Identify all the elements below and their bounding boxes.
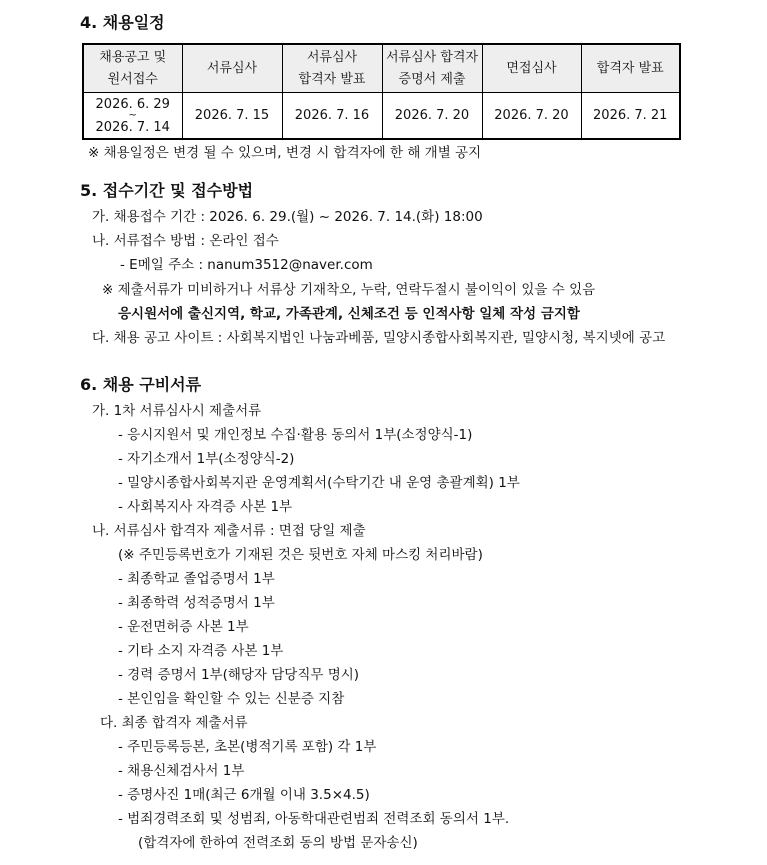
warning-note: ※ 제출서류가 미비하거나 서류상 기재착오, 누락, 연락두절시 불이익이 있을 수 있음 <box>102 282 596 298</box>
schedule-value-cell: 2026. 7. 20 <box>482 93 581 140</box>
schedule-header-cell: 합격자 발표 <box>581 44 680 93</box>
prohibition-note <box>118 308 580 322</box>
list-item: - 채용신체검사서 1부 <box>118 763 245 779</box>
list-item: - 최종학력 성적증명서 1부 <box>118 595 275 611</box>
list-item: - 자기소개서 1부(소정양식-2) <box>118 451 295 467</box>
schedule-value-cell: 2026. 7. 21 <box>581 93 680 140</box>
prohibition-prefix: 응시원서에 <box>118 306 188 322</box>
list-item: - 운전면허증 사본 1부 <box>118 619 249 635</box>
part-c-note: (합격자에 한하여 전력조회 동의 방법 문자송신) <box>138 835 418 851</box>
list-item: - 최종학교 졸업증명서 1부 <box>118 571 275 587</box>
schedule-header-row <box>83 44 680 93</box>
schedule-value-cell: 2026. 7. 20 <box>382 93 482 140</box>
list-item: - 증명사진 1매(최근 6개월 이내 3.5×4.5) <box>118 787 370 803</box>
list-item: - 기타 소지 자격증 사본 1부 <box>118 643 284 659</box>
schedule-header-cell: 서류심사 합격자 증명서 제출 <box>382 44 482 93</box>
list-item: - 경력 증명서 1부(해당자 담당직무 명시) <box>118 667 360 683</box>
section5-title: 5. 접수기간 및 접수방법 <box>80 181 254 200</box>
schedule-value-cell: 2026. 7. 15 <box>182 93 282 140</box>
application-period: 가. 채용접수 기간 : 2026. 6. 29.(월) ~ 2026. 7. 14.(화) 18:00 <box>92 209 483 225</box>
schedule-header-cell: 면접심사 <box>482 44 581 93</box>
part-c-title: 다. 최종 합격자 제출서류 <box>100 715 248 731</box>
posting-sites: 다. 채용 공고 사이트 : 사회복지법인 나눔과베품, 밀양시종합사회복지관, 밀양시청, 복지넷에 공고 <box>92 330 666 346</box>
list-item: - 범죄경력조회 및 성범죄, 아동학대관련범죄 전력조회 동의서 1부. <box>118 811 510 827</box>
section6-title: 6. 채용 구비서류 <box>80 375 202 394</box>
schedule-value-cell: 2026. 6. 29 ~ 2026. 7. 14 <box>83 93 182 140</box>
schedule-header-cell: 서류심사 합격자 발표 <box>282 44 382 93</box>
list-item: - 주민등록등본, 초본(병적기록 포함) 각 1부 <box>118 739 377 755</box>
email-address: - E메일 주소 : nanum3512@naver.com <box>120 257 373 273</box>
list-item: - 본인임을 확인할 수 있는 신분증 지참 <box>118 691 345 707</box>
schedule-table <box>82 43 681 140</box>
schedule-value-row <box>83 93 680 140</box>
part-b-title: 나. 서류심사 합격자 제출서류 : 면접 당일 제출 <box>92 523 366 539</box>
schedule-header-cell: 채용공고 및 원서접수 <box>83 44 182 93</box>
schedule-value-cell: 2026. 7. 16 <box>282 93 382 140</box>
list-item: - 밀양시종합사회복지관 운영계획서(수탁기간 내 운영 총괄계획) 1부 <box>118 475 520 491</box>
list-item: - 응시지원서 및 개인정보 수집·활용 동의서 1부(소정양식-1) <box>118 427 473 443</box>
part-b-note: (※ 주민등록번호가 기재된 것은 뒷번호 자체 마스킹 처리바람) <box>118 547 483 563</box>
schedule-header-cell: 서류심사 <box>182 44 282 93</box>
list-item: - 사회복지사 자격증 사본 1부 <box>118 499 293 515</box>
section4-title: 4. 채용일정 <box>80 13 165 32</box>
application-method: 나. 서류접수 방법 : 온라인 접수 <box>92 233 279 249</box>
schedule-note: ※ 채용일정은 변경 될 수 있으며, 변경 시 합격자에 한 해 개별 공지 <box>88 145 482 161</box>
part-a-title: 가. 1차 서류심사시 제출서류 <box>92 403 262 419</box>
prohibition-bold: 출신지역, 학교, 가족관계, 신체조건 등 인적사항 일체 작성 금지함 <box>187 306 580 322</box>
